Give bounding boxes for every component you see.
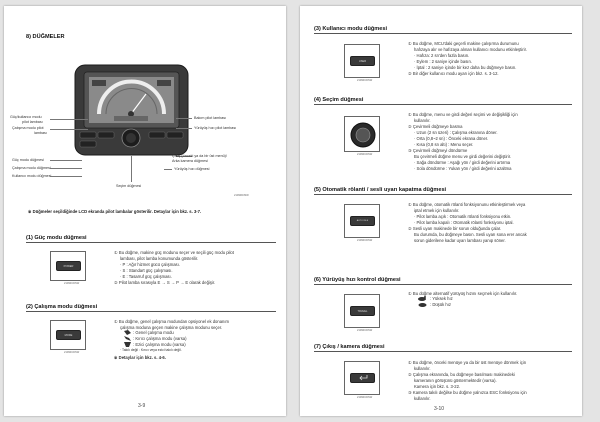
escape-line: ① Bu düğme, önceki menüye ya da bir üst menüye dönmek için xyxy=(408,360,527,365)
work-line: : Genel çalışma modu xyxy=(133,330,174,335)
callout-user-button: Kullanıcı modu düğmesi xyxy=(12,174,52,178)
user-line: · Hafıza: 2 sn'den fazla basın. xyxy=(414,53,470,58)
escape-line: ③ Kamera takılı değilse bu düğme yalnızca ESC fonksiyonu için xyxy=(408,390,527,395)
work-line: · Takılı değil : Kırıcı veya ezici takılı değil. xyxy=(120,348,182,352)
page-number-right: 3-10 xyxy=(434,406,445,412)
select-line: · Orta (0,8~2 sn) : Önceki ekrana döner. xyxy=(414,136,489,141)
power-title: (1) Güç modu düğmesi xyxy=(26,235,87,241)
power-key: POWER xyxy=(56,261,81,271)
auto-idle-line: Bu durumda, bu düğmeye basın. Sesli uyarı sona erer ancak xyxy=(414,232,527,237)
travel-line: : Düşük hız xyxy=(430,302,451,307)
page-right: (3) Kullanıcı modu düğmesi USER 21090CDSW ① Bu düğme, MCU'daki geçerli makine çalışırma durumunu hafızaya alır ve hafızaya alınan kullanıcı modunu etkinleştirir. · Hafıza: 2 sn'den fazla basın. · Eylem : 2 saniye içinde basın. · İptal : 2 saniye içinde bir kez daha bu düğmeye basın. ② Bir diğer kullanıcı modu ayarı için bkz. s. 3-12. (4) Seçim düğmesi 21090CDSW ① Bu düğme, menu ve girdi değeri seçimi ve değişikliği için kullanılır. ② Çevirmeli düğmeye basma · Uzun (2 sn üzeri) : Çalışma ekranına döner. · Orta (0,8~2 sn) : Önceki ekrana döner. · Kısa (0,8 sn altı) : Menu seçer. ③ Çevirmeli düğmeyi döndürme Bu çevirmeli düğme menu ve girdi değerini değiştirir. · Sağa döndürme : Aşağı yön / girdi değerini artırma · Sola döndürme : Yukarı yön / girdi değerini azaltma (5) Otomatik rölanti / sesli uyarı kapatma düğmesi AUTO IDLE 21090CDSW ① Bu düğme, otomatik rölanti fonksiyonunu etkinleştirmek veya iptal etmek için kullanılır. · Pilot lamba açık : Otomatik rölanti fonksiyonu etkin. · Pilot lamba kapalı : Otomatik rölanti fonksiyonu iptal. ② Sesli uyarı makinede bir sorun olduğunda çalar. Bu durumda, bu düğmeye basın. Sesli uyarı sona erer ancak sorun giderilene kadar uyarı lambası yanıp söner. (6) Yürüyüş hızı kontrol düğmesi TRAVEL 21090CDSW ① Bu düğme alternatif yürüyüş hızını seçmek için kullanılır. : Yüksek hız : Düşük hız (7) Çıkış / kamera düğmesi 21090CDSW ① Bu düğme, önceki menüye ya da bir üst menüye dönmek için kullanılır. ② Çalışma ekranında, bu düğmeye basılması makinedeki kameranın görüşünü göstermektedir (varsa). Kamera için bkz. s. 3-22. ③ Kamera takılı değilse bu düğme yalnızca ESC fonksiyonu için kullanılır. 3-10 xyxy=(300,6,582,416)
return-arrow-icon xyxy=(358,375,368,381)
power-line: · S : Standart güç çalışması. xyxy=(120,268,173,273)
breaker-icon xyxy=(124,336,131,341)
auto-idle-line: sorun giderilene kadar uyarı lambası yanıp söner. xyxy=(414,238,506,243)
select-line: ③ Çevirmeli düğmeyi döndürme xyxy=(408,148,468,153)
escape-line: ② Çalışma ekranında, bu düğmeye basılması makinedeki xyxy=(408,372,515,377)
page-number-left: 3-9 xyxy=(138,403,146,409)
select-line: · Kısa (0,8 sn altı) : Menu seçer. xyxy=(414,142,474,147)
page-left: 8) DÜĞMELER Güç/kullanıcı modu pilot lambası Çalışma modu pilot lambası Güç modu düğmesi Çalışma modu düğmesi Kullanıcı modu düğmesi Bakım pilot lambası Yürüyüş hızı pilot lambası Çıkış (önceki ya da bir üst menü)/ Arka kamera düğmesi Yürüyüş hızı düğmesi Seçim düğmesi 21090D3SW ※ Düğmeler seçildiğinde LCD ekranda pilot lambalar gösterilir. Detaylar için bkz. s. 3-7. (1) Güç modu düğmesi POWER 21090CDSW ① Bu düğme, makine güç modunu seçer ve seçili güç modu pilot lambası, pilot lamba konumunda gösterilir. · P : Ağır hizmet gücü çalışması. · S : Standart güç çalışması. · E : Tasarruf güç çalışması. ② Pilot lamba sırasıyla E → S → P → E olarak değişir. (2) Çalışma modu düğmesi MODE 21090CDSW ① Bu düğme, genel çalışma modundan opsiyonel ek donanım çalışma moduna geçen makine çalışma modunu seçer. : Genel çalışma modu : Kırıcı çalışma modu (varsa) : Ezici çalışma modu (varsa) · Takılı değil : Kırıcı veya ezici takılı değil. ※ Detaylar için bkz. s. 4-6. 3-9 xyxy=(4,6,286,416)
travel-title: (6) Yürüyüş hızı kontrol düğmesi xyxy=(314,277,401,283)
callout-power-button: Güç modu düğmesi xyxy=(12,158,44,162)
auto-idle-key-frame xyxy=(344,204,380,238)
select-line: Bu çevirmeli düğme menu ve girdi değerini değiştirir. xyxy=(414,154,512,159)
power-line: · P : Ağır hizmet gücü çalışması. xyxy=(120,262,180,267)
escape-key-frame xyxy=(344,361,380,395)
select-line: ① Bu düğme, menu ve girdi değeri seçimi ve değişikliği için xyxy=(408,112,518,117)
fig-code: 21090D3SW xyxy=(234,194,249,197)
select-title: (4) Seçim düğmesi xyxy=(314,97,364,103)
select-line: · Sola döndürme : Yukarı yön / girdi değerini azaltma xyxy=(414,166,512,171)
escape-line: kameranın görüşünü göstermektedir (varsa). xyxy=(414,378,497,383)
power-key-frame xyxy=(50,251,86,281)
travel-line: ① Bu düğme alternatif yürüyüş hızını seçmek için kullanılır. xyxy=(408,291,518,296)
escape-key xyxy=(350,373,375,383)
power-line: lambası, pilot lamba konumunda gösterilir. xyxy=(120,256,199,261)
section-title: 8) DÜĞMELER xyxy=(26,34,65,40)
escape-title: (7) Çıkış / kamera düğmesi xyxy=(314,344,385,350)
work-detail: ※ Detaylar için bkz. s. 4-6. xyxy=(114,355,166,360)
travel-key: TRAVEL xyxy=(350,306,375,316)
auto-idle-line: · Pilot lamba kapalı : Otomatik rölanti fonksiyonu iptal. xyxy=(414,220,514,225)
select-dial-icon xyxy=(350,122,376,148)
work-line: : Kırıcı çalışma modu (varsa) xyxy=(133,336,187,341)
escape-line: Kamera için bkz. s. 3-22. xyxy=(414,384,461,389)
callout-user-lamp: Güç/kullanıcı modu xyxy=(10,115,42,119)
user-line: · İptal : 2 saniye içinde bir kez daha bu düğmeye basın. xyxy=(414,65,517,70)
callout-select-button: Seçim düğmesi xyxy=(116,184,142,188)
work-line: çalışma moduna geçen makine çalışma modunu seçer. xyxy=(120,325,223,330)
power-line: ① Bu düğme, makine güç modunu seçer ve seçili güç modu pilot xyxy=(114,250,234,255)
select-line: ② Çevirmeli düğmeye basma xyxy=(408,124,463,129)
auto-idle-line: iptal etmek için kullanılır. xyxy=(414,208,460,213)
callout-travel-button: Yürüyüş hızı düğmesi xyxy=(174,167,210,171)
user-key: USER xyxy=(350,56,375,66)
work-key: MODE xyxy=(56,330,81,340)
callout-work-lamp: Çalışma modu pilot xyxy=(12,126,44,130)
work-line: : Ezici çalışma modu (varsa) xyxy=(133,342,186,347)
select-line: kullanılır. xyxy=(414,118,431,123)
user-line: hafızaya alır ve hafızaya alınan kullanıcı modunu etkinleştirir. xyxy=(414,47,527,52)
callout-escape-button: Çıkış (önceki ya da bir üst menü)/ xyxy=(172,154,227,158)
power-line: ② Pilot lamba sırasıyla E → S → P → E olarak değişir. xyxy=(114,280,216,285)
turtle-icon xyxy=(418,302,427,307)
select-line: · Sağa döndürme : Aşağı yön / girdi değerini artırma xyxy=(414,160,511,165)
user-line: ② Bir diğer kullanıcı modu ayarı için bkz. s. 3-12. xyxy=(408,71,499,76)
callout-user-lamp-2: pilot lambası xyxy=(22,120,43,124)
travel-key-frame xyxy=(344,294,380,328)
user-title: (3) Kullanıcı modu düğmesi xyxy=(314,26,388,32)
note: ※ Düğmeler seçildiğinde LCD ekranda pilot lambalar gösterilir. Detaylar için bkz. s. 3-7. xyxy=(28,209,202,214)
callout-work-button: Çalışma modu düğmesi xyxy=(12,166,51,170)
auto-idle-line: ② Sesli uyarı makinede bir sorun olduğunda çalar. xyxy=(408,226,502,231)
callout-escape-button-2: Arka kamera düğmesi xyxy=(172,159,208,163)
crusher-icon xyxy=(124,342,131,347)
auto-idle-line: · Pilot lamba açık : Otomatik rölanti fonksiyonu etkin. xyxy=(414,214,512,219)
auto-idle-key: AUTO IDLE xyxy=(350,216,375,226)
power-line: · E : Tasarruf güç çalışması. xyxy=(120,274,172,279)
user-line: · Eylem : 2 saniye içinde basın. xyxy=(414,59,472,64)
work-key-frame xyxy=(50,320,86,350)
escape-line: kullanılır. xyxy=(414,396,431,401)
auto-idle-title: (5) Otomatik rölanti / sesli uyarı kapatma düğmesi xyxy=(314,187,447,193)
travel-line: : Yüksek hız xyxy=(430,296,453,301)
user-line: ① Bu düğme, MCU'daki geçerli makine çalışırma durumunu xyxy=(408,41,519,46)
user-key-frame xyxy=(344,44,380,78)
escape-line: kullanılır. xyxy=(414,366,431,371)
select-key-frame xyxy=(344,116,380,152)
callout-work-lamp-2: lambası xyxy=(34,131,47,135)
bucket-icon xyxy=(124,330,131,335)
auto-idle-line: ① Bu düğme, otomatik rölanti fonksiyonunu etkinleştirmek veya xyxy=(408,202,526,207)
select-line: · Uzun (2 sn üzeri) : Çalışma ekranına döner. xyxy=(414,130,498,135)
callout-travel-lamp: Yürüyüş hızı pilot lambası xyxy=(194,126,237,130)
work-line: ① Bu düğme, genel çalışma modundan opsiyonel ek donanım xyxy=(114,319,230,324)
cluster-figure xyxy=(74,64,189,156)
rabbit-icon xyxy=(418,296,427,301)
callout-maintenance-lamp: Bakım pilot lambası xyxy=(194,116,227,120)
work-title: (2) Çalışma modu düğmesi xyxy=(26,304,98,310)
